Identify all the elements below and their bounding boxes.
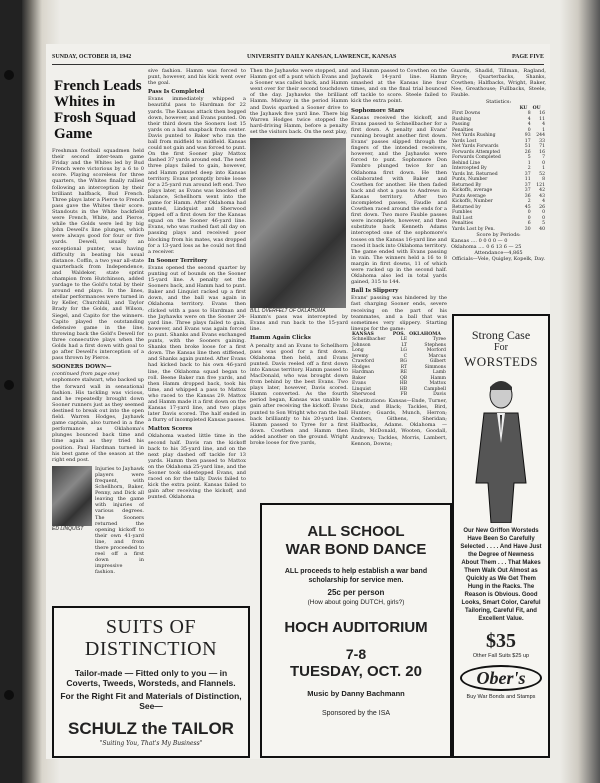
stats-cell: 5 (542, 221, 545, 227)
lineup-cell: QB (399, 375, 408, 381)
stats-cell: Yards Lost (452, 138, 477, 144)
ad-dance-title1: ALL SCHOOL (307, 523, 405, 540)
ad-worsteds-title1: Strong Case (471, 328, 531, 342)
ad-dance-sponsor: Sponsored by the ISA (321, 710, 391, 717)
ad-suits-title: SUITS OF DISTINCTION (84, 616, 218, 660)
linquist-photo (52, 466, 92, 526)
lineup-cell: Lamb (432, 370, 446, 376)
stats-cell: 0 (542, 210, 545, 216)
stats-cell: 26 (539, 204, 545, 210)
lineup-cell: C (403, 353, 408, 359)
ad-war-bond-dance (260, 503, 452, 758)
stats-cell: Net Yards Rushing (452, 133, 496, 139)
stats-cell: 93 (524, 133, 531, 139)
ad-dance-price: 25c per person (327, 588, 385, 597)
stats-cell: 30 (524, 226, 531, 232)
lineup-cell: Marcus (428, 353, 446, 359)
column-2 (148, 68, 246, 583)
ad-dance-title2: WAR BOND DANCE (285, 541, 427, 558)
substitutions-text: Substitutions: Kansas—Ende, Turner, Dick, and Black; Tackles, Bird, Hunter; Guards, Munch, Herron; Centers, Githens, Sheridan; Halfbacks, Adams. Oklahoma — Ends, McDonald, Wooten, Goodall, Andrews; Tackles, Morris, Lambert, Kennon, Downs; (351, 397, 447, 447)
lineup-cell: Hamm (430, 375, 446, 381)
ad-suits-line1: Tailor-made — Fitted only to you — in Coverts, Tweeds, Worsteds, and Flannels. (66, 668, 236, 688)
stats-cell: 8 (527, 111, 531, 117)
stats-cell: Yards Int. Returned (452, 171, 498, 177)
stats-cell: 17 (524, 138, 531, 144)
header-page: PAGE FIVE (511, 54, 544, 60)
stats-cell: 5 (527, 155, 531, 161)
overfelt-photo (250, 138, 346, 308)
stats-cell: 0 (527, 215, 531, 221)
lineup-cell: Tyree (432, 337, 446, 343)
score-line: Kansas .... 0 0 0 0 — 0 (451, 238, 508, 245)
lineup-cell: Hardman (352, 370, 374, 376)
stats-cell: Kickoffs, average (452, 188, 493, 194)
lineup-cell: RG (399, 359, 408, 365)
lineup-cell: LT (401, 342, 408, 348)
stats-cell: 7 (542, 155, 545, 161)
stats-cell: 33 (539, 138, 545, 144)
stats-cell: 244 (536, 133, 545, 139)
ad-suits-slogan: "Suiting You, That's My Business" (99, 740, 203, 747)
stats-cell: Intercepted By (452, 166, 487, 172)
lineup-cell: Sherwood (352, 392, 376, 398)
ad-worsteds-title2: For (494, 342, 508, 353)
page-header (52, 54, 544, 65)
c4-subhead-2: Ball Is Slippery (351, 288, 399, 295)
stats-cell: Behind Line (452, 160, 481, 166)
lineup-cell: Evans (352, 381, 367, 387)
stats-cell: Returned By (452, 182, 482, 188)
c4-subhead-1: Sophomore Stars (351, 107, 405, 114)
lineup-cell: HB (399, 381, 408, 387)
ad-worsteds-body: Our New Griffon Worsteds Have Been So Carefully Selected . . . . And Have Just the Degree of Newness About Them . . . That Makes Them Walk Out Almost as Quickly as We Get Them Hung in the Racks. The Reason is Obvious. Good Looks, Smart Color, Careful Tailoring, Careful Fit, and Excellent Value. (460, 528, 542, 622)
stats-cell: 42 (539, 188, 545, 194)
stats-cell: 43 (539, 193, 545, 199)
lineup-table (351, 332, 447, 398)
lineup-cell: RE (400, 370, 408, 376)
stats-cell: Passing (452, 122, 470, 128)
stats-cell: 1 (542, 166, 545, 172)
c3-text-2: A penalty and an Evans to Schellhorn pass was good for a first down. Oklahoma then held, and Evans punted. Davis reeled off a first down into Kansas territory. Hamm passed to MacDonald, who was brought down from behind by the best Evans. Two plays later, however, Davis scored. Hamm converted. As the fourth period began, Kansas was unable to gain after receiving the kickoff. Evans punted to Son Wright who ran the ball back brilliantly to his 20-yard line. Hamm passed to Tyree for a first down. Cowthen and Hamm then added another on the ground. Wright broke loose for five yards, (250, 342, 348, 446)
stats-cell: 4 (542, 122, 545, 128)
stats-cell: 52 (539, 171, 545, 177)
ad-worsteds-other: Other Fall Suits $25 up (472, 653, 530, 659)
c2-subhead-1: Pass Is Completed (148, 89, 205, 96)
stats-cell: Penalties (452, 127, 474, 133)
column-4 (351, 68, 447, 498)
ad-dance-venue: HOCH AUDITORIUM (284, 619, 428, 636)
ad-worsteds-price: $35 (486, 630, 516, 652)
lineup-cell: LG (400, 348, 408, 354)
c3-text-top: Then the Jayhawks were stopped, and Hamm got off a punt which Evans and a Sooner was called back, and Hamm went over for their second touchdown of the day. Jayhawks the brilliant Hamm. Midway in the period Hamm and Davis sparked a Sooner drive to the Jayhawk five yard line. There big Warren Hodges twice stopped the hard-driving Hamm, before a penalty set the visitors back. On the next play, (250, 68, 348, 135)
ad-dance-line1: ALL proceeds to help establish a war band scholarship for service men. (284, 568, 428, 584)
stats-cell: 36 (524, 193, 531, 199)
linquist-caption: ED LINQUIST (52, 525, 84, 532)
overfelt-caption: BILL OVERFELT OF OKLAHOMA (250, 308, 326, 315)
ad-suits-of-distinction (52, 606, 250, 758)
column-3 (250, 68, 348, 498)
c5-text-top: Guards, Shadid, Tillman, Ragland, Bryce; Quarterbacks, Shanks, Cowthen; Halfbacks, Wright, Baker, Nee, Greathouse; Fullbacks, Steele, Fauble. (451, 68, 546, 99)
ad-worsteds-title3: WORSTEDS (463, 354, 539, 369)
stats-header-cell: OU (532, 105, 541, 111)
ad-dance-line3: (How about going DUTCH, girls?) (307, 599, 405, 606)
column-1 (52, 68, 144, 583)
lineup-cell: Campbell (423, 386, 446, 392)
sooners-body: sophomore stalwart, who backed up the forward wall in sensational fashion. His tackling was vicious, and he repeatedly brought down Sooner runners just as they seemed destined to break out into the open field. Warren Hodges, Jayhawk game captain, also turned in a fine performance as Oklahoma's plunges bounced back time and time again as they tried his position. Paul Hardman turned in his best game of the season at the right end post. (52, 377, 144, 463)
lineup-header-cell: OKLAHOMA (409, 331, 441, 337)
column-5 (451, 68, 546, 313)
punch-hole (4, 690, 14, 700)
stats-cell: 45 (524, 204, 531, 210)
header-date: SUNDAY, OCTOBER 18, 1942 (52, 54, 132, 60)
stats-cell: 2 (527, 166, 531, 172)
lineup-cell: Mattox (429, 381, 446, 387)
lineup-cell: Gilbert (429, 359, 446, 365)
ad-suits-line2: For the Right Fit and Materials of Distinction, See— (60, 691, 242, 711)
c2-text-4: Oklahoma wasted little time in the second half. Davis ran the kickoff back to his 35-yard line, and on the next play dashed off tackle for 13 yards. Hamm then passed to Mattox on the Oklahoma 25-yard line, and the Sooner took sidestepped Evans, and raced on for the tally. Davis failed to kick the extra point. Kansas failed to gain after receiving the kickoff, and punted. Oklahoma (148, 433, 246, 501)
attendance: Attendance—4,865 (474, 250, 523, 257)
stats-cell: 37 (524, 171, 531, 177)
lineup-header-cell: KANSAS (352, 331, 374, 337)
c2-text-1: sive fashion. Hamm was forced to punt, however, and his kick went over the goal. (148, 68, 246, 87)
frosh-body: Freshman football squadmen held their second inter-team game Friday and the Whites led by Bud French were victorious by a 6 to 0 score. Playing scoreless for three quarters, the Whites finally rallied following an interception by their brilliant halfback, Bud French. Three plays later a Pierce to French pass gave the Whites their score. Standouts in the White backfield were French, White, and Pierce, while the Golds were led by big John Dewell's line plunges, which were always good for four or five yards. Dewell, usually an exceptional punter, was having difficulty in beating his usual distance. Coffin, a two year all-state quarterback from Independence, and Waldeker, state sprint champion from Hutchinson, added yardage to the Gold's total by their around end plays. In the lines, stellar performances were turned in by Keller, Churchhill, and Taylor Brady for the Golds, and Wilson, Siegel, and Capito for the winners. Capito played the outstanding defensive game in the line, throwing back the Gold's Dewell for three consecutive plays when the Golds had a first down with goal to go after Dewell's interception of a pass thrown by Pierce. (52, 148, 144, 362)
stats-cell: 71 (539, 144, 545, 150)
stats-cell: Ball Lost (452, 215, 473, 221)
stats-cell: 0 (542, 215, 545, 221)
ad-worsteds (452, 314, 550, 758)
stats-cell: 1 (527, 160, 531, 166)
ad-dance-music: Music by Danny Bachmann (307, 689, 405, 698)
stats-cell: 121 (536, 182, 545, 188)
score-title: Score by Periods: (476, 232, 521, 239)
stats-cell: 2 (527, 199, 531, 205)
stats-cell: 4 (527, 122, 531, 128)
stats-cell: 16 (539, 111, 545, 117)
injuries-body: Injuries to Jayhawk players were frequent, with Schellhorn, Baker, Penny, and Dick all leaving the game with injuries of various degrees. The Sooners returned the opening kickoff to their own 41-yard line, and from there proceeded to reel off a first down in impressive fashion. (95, 465, 144, 576)
lineup-cell: RT (400, 364, 408, 370)
stats-header-cell: KU (519, 105, 528, 111)
lineup-cell: Baker (352, 375, 366, 381)
lineup-cell: Simmons (424, 364, 446, 370)
stats-cell: 37 (524, 182, 531, 188)
score-lines (451, 238, 546, 250)
stats-cell: Yards Lost by Pen. (452, 226, 495, 232)
lineup-cell: Linquist (352, 386, 372, 392)
ad-worsteds-store-logo: Ober's (460, 665, 542, 691)
stats-cell: 11 (524, 177, 531, 183)
stats-cell: Forwards Attempted (452, 149, 500, 155)
frosh-headline: French Leads Whites in Frosh Squad Game (54, 78, 142, 142)
stats-cell: 8 (542, 177, 545, 183)
stats-cell: Net Yards Forwards (452, 144, 499, 150)
stats-cell: Returned by (452, 204, 481, 210)
lineup-cell: Stephens (424, 342, 446, 348)
lineup-cell: HB (399, 386, 408, 392)
c4-text-2: Kansas received the kickoff, and Evans passed to Schnellbacher for a first down. A penalty and Evans' running brought another first down. Evans' passes slipped through the fingers of the intended receivers, however, and the Jayhawks were forced to punt. Sophomore Don Fambro plunged twice for an Oklahoma first down. He then collaborated with Baker and Cowthen for another. He then faded back and shot a pass to Andrews in Kansas territory. After two incompleted passes, Faudle and Cowthen raced around the ends for a first down. Two more Fauble passes were incomplete, however, and then substitute back Kenneth Adams intercepted one of the sophomore's tosses on the Kansas 16-yard line and raced it back into Oklahoma territory. The game ended with Evans passing in vain. The winners held a 16 to 8 margin in first downs, 11 of which were racked up in the second half. Oklahoma also led in total yards gained, 315 to 144. (351, 114, 447, 286)
lineup-cell: Jeremy (352, 353, 369, 359)
stats-cell: Punts, Number (452, 177, 488, 183)
stats-cell: 1 (542, 127, 545, 133)
c2-subhead-3: Mattox Scores (148, 426, 193, 433)
c3-subhead-1: Hamm Again Clicks (250, 335, 311, 342)
stats-title: Statistics: (485, 99, 512, 106)
lineup-cell: Davis (433, 392, 446, 398)
lineup-cell: FB (400, 392, 408, 398)
c3-text-1: Hamm's pass was intercepted by Evans and run back to the 15-yard line. (250, 314, 348, 333)
ad-suits-store: SCHULZ the TAILOR (68, 719, 234, 738)
stats-cell: 0 (527, 127, 531, 133)
newspaper-page (46, 44, 550, 759)
stats-cell: Rushing (452, 116, 472, 122)
stats-cell: 26 (524, 149, 531, 155)
header-paper: UNIVERSITY DAILY KANSAN, LAWRENCE, KANSAS (246, 54, 397, 60)
statistics-table (451, 106, 546, 233)
c4-text-3: Evans' passing was hindered by the fast charging Sooner ends, severe receiving on the part of his teammates, and a ball that was sometimes very slippery. Starting lineups for the game: (351, 295, 447, 332)
punch-hole (4, 380, 14, 390)
stats-cell: Fumbles (452, 210, 472, 216)
binding-strip (0, 0, 22, 783)
punch-hole (4, 70, 14, 80)
stats-cell: 6 (527, 221, 531, 227)
stats-cell: Penalties (452, 221, 474, 227)
stats-cell: 16 (539, 149, 545, 155)
continued-note: (continued from page one) (52, 371, 120, 378)
c2-text-2: Evans immediately whipped a beautiful pass to Hardman for 22 yards. The Kansas attack then bogged down, however, and Evans punted. On their third down the Sooners lost 15 yards on a bad snapback from center. Davis punted to Baker who ran the ball from midfield to midfield. Kansas could not gain and was forced to punt. On the first Sooner play Mattox dashed 37 yards around end. The next three plays failed to gain, however, and Hamm punted deep into Kansas territory. Evans promptly broke loose for a 25-yard run around left end. Two plays later, as Evans was knocked off balance, Schellhorn went into the game for Hamm. After Oklahoma had punted, Lindquist and Sherwood ripped off a first down for the Kansas squad on the Sooner 46-yard line. Evans, who was rushed fast all day on passing plays and received poor blocking from his mates, was dropped for a 13-yard loss as he could not find a receiver. (148, 96, 246, 255)
lineup-header-cell: POS. (392, 331, 405, 337)
lineup-cell: Morford (426, 348, 446, 354)
score-line: Oklahoma .... 0 6 13 6 — 25 (451, 244, 522, 251)
ad-dance-time: 7-8 (345, 646, 367, 662)
sooners-down-subhead: SOONERS DOWN— (52, 364, 112, 371)
lineup-cell: Long (352, 348, 364, 354)
stats-cell: 0 (542, 160, 545, 166)
lineup-cell: Hodges (352, 364, 370, 370)
man-in-suit-illustration (456, 373, 546, 523)
lineup-cell: Crawford (352, 359, 374, 365)
c2-subhead-2: In Sooner Territory (148, 257, 208, 264)
officials: Officials—Vele, Quigley, Kopelk, Day. (452, 256, 545, 263)
stats-cell: 11 (539, 116, 545, 122)
stats-cell: Punts Average (452, 193, 486, 199)
stats-cell: Forwards Completed (452, 155, 501, 161)
stats-cell: First Downs (452, 111, 481, 117)
lineup-cell: Johnson (352, 342, 371, 348)
stats-cell: Kickoffs, Number (452, 199, 493, 205)
ad-worsteds-bonds: Buy War Bonds and Stamps (466, 694, 536, 701)
lineup-cell: LE (400, 337, 408, 343)
c2-text-3: Evans opened the second quarter by punting out of bounds on the Sooner 15-yard line. A penalty set the Sooners back, and Hamm had to punt. Baker and Linquist racked up a first down, and the ball was again in Oklahoma territory. Evans then clicked with a pass to Hardman and the Jayhawks were on the Sooner 24-yard line. Three plays failed to gain, however, and Evans was again forced to punt. Shanks and Evans exchanged punts, with the Sooners gaining. Shanks then broke loose for a first down. The Kansas line then stiffened, and Shanks again punted. After Evans had kicked back to his own 46-yard line, the Oklahoma squad began to roll. Beene Baker ran five yards, and then Hamm dropped back, took his time, and whipped a pass to Mattox who raced to the Kansas 29. Mattox and Hamm made it a first down on the Kansas 17-yard line, and two plays later Davis scored. The half ended in a flurry of incompleted Kansas passes. (148, 264, 246, 424)
ad-dance-date: TUESDAY, OCT. 20 (290, 663, 422, 680)
stats-cell: 37 (524, 188, 531, 194)
lineup-cell: Schnellbacher (352, 337, 386, 343)
stats-cell: 4 (542, 199, 545, 205)
c4-text-1: and Hamm passed to Cowthen on the Jayhawk 14-yard line. Hamm smashed at the Kansas line four times, and on the final trial bounced off tackle to score. Steele failed to kick the extra point. (351, 68, 447, 105)
stats-cell: 0 (527, 210, 531, 216)
stats-cell: 4 (527, 116, 531, 122)
stats-cell: 40 (539, 226, 545, 232)
stats-cell: 51 (524, 144, 531, 150)
